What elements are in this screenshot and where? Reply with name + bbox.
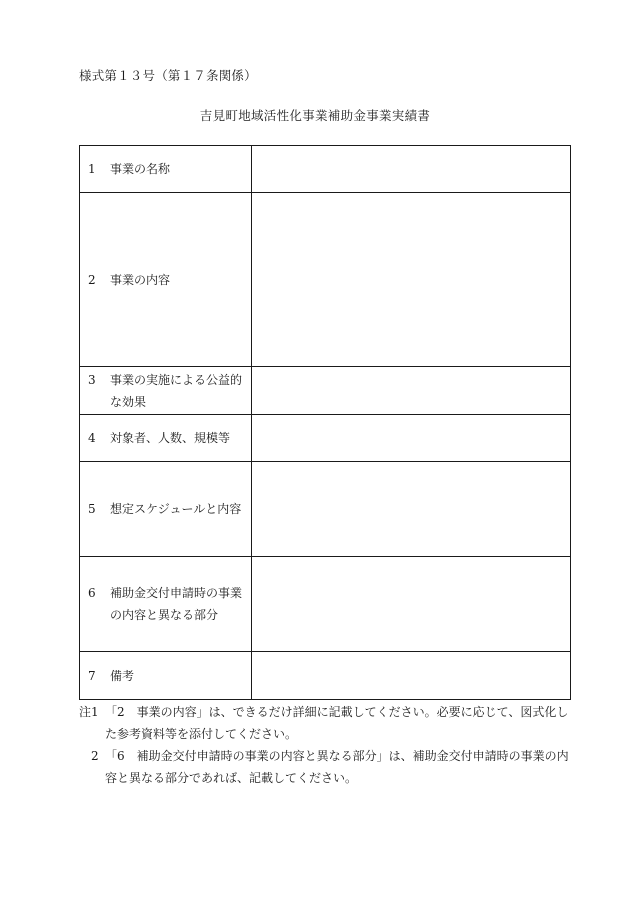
row-label-cell [80, 557, 252, 652]
row-number: 5 [88, 502, 96, 516]
row-label: 補助金交付申請時の事業の内容と異なる部分 [110, 586, 243, 622]
target-scale-field[interactable] [252, 415, 571, 462]
table-row-name [80, 146, 571, 193]
table-row-effect [80, 367, 571, 415]
remarks-field[interactable] [252, 652, 571, 700]
note-item [79, 701, 579, 745]
row-label: 対象者、人数、規模等 [110, 431, 231, 445]
note-text: 「6 補助金交付申請時の事業の内容と異なる部分」は、補助金交付申請時の事業の内容と異なる部分であれば、記載してください。 [105, 749, 569, 785]
table-row-difference [80, 557, 571, 652]
document-title: 吉見町地域活性化事業補助金事業実績書 [199, 108, 431, 123]
difference-field[interactable] [252, 557, 571, 652]
table-row-remarks [80, 652, 571, 700]
row-number: 4 [88, 431, 96, 445]
row-label-cell [80, 193, 252, 367]
row-number: 2 [88, 272, 96, 287]
row-label-cell [80, 652, 252, 700]
row-label-cell [80, 462, 252, 557]
row-number: 1 [88, 162, 96, 176]
row-number: 6 [88, 586, 96, 600]
row-label-cell [80, 146, 252, 193]
report-table [79, 145, 571, 700]
row-label: 想定スケジュールと内容 [110, 502, 242, 516]
table-row-schedule [80, 462, 571, 557]
table-row-content [80, 193, 571, 367]
row-label-cell [80, 415, 252, 462]
note-text: 「2 事業の内容」は、できるだけ詳細に記載してください。必要に応じて、図式化した参考資料等を添付してください。 [105, 705, 569, 741]
row-label: 備考 [110, 668, 135, 683]
row-label: 事業の内容 [110, 272, 171, 287]
note-item [79, 745, 579, 789]
row-label: 事業の実施による公益的な効果 [110, 372, 243, 409]
row-number: 3 [88, 372, 96, 387]
note-prefix: 2 [91, 749, 99, 763]
row-label-cell [80, 367, 252, 415]
form-number: 様式第１３号（第１７条関係） [79, 68, 257, 83]
note-prefix: 注1 [79, 705, 99, 719]
public-benefit-field[interactable] [252, 367, 571, 415]
project-name-field[interactable] [252, 146, 571, 193]
table-row-target [80, 415, 571, 462]
notes-section [79, 701, 579, 789]
project-content-field[interactable] [252, 193, 571, 367]
row-label: 事業の名称 [110, 162, 171, 176]
schedule-field[interactable] [252, 462, 571, 557]
row-number: 7 [88, 668, 96, 683]
